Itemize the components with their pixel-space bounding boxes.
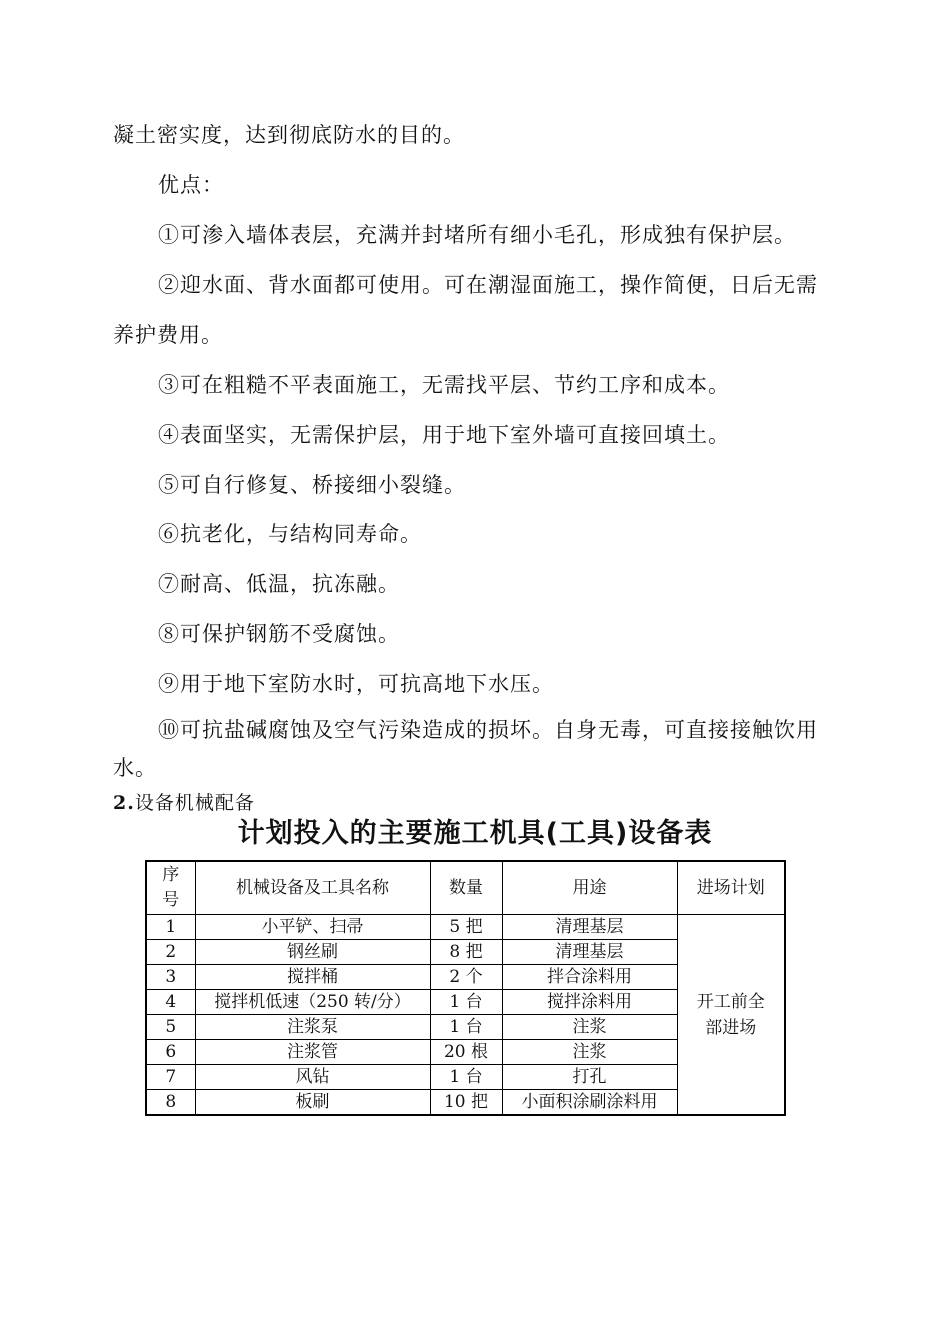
cell-seq: 4 bbox=[146, 990, 195, 1015]
cell-use: 注浆 bbox=[502, 1015, 677, 1040]
advantage-item-7: ⑦耐高、低温，抗冻融。 bbox=[158, 572, 400, 596]
header-plan: 进场计划 bbox=[677, 861, 785, 915]
cell-name: 钢丝刷 bbox=[195, 940, 430, 965]
advantage-item-3: ③可在粗糙不平表面施工，无需找平层、节约工序和成本。 bbox=[158, 373, 730, 397]
header-seq: 序 号 bbox=[146, 861, 195, 915]
advantage-item-8: ⑧可保护钢筋不受腐蚀。 bbox=[158, 622, 400, 646]
cell-name: 搅拌桶 bbox=[195, 965, 430, 990]
cell-use: 清理基层 bbox=[502, 940, 677, 965]
cell-seq: 8 bbox=[146, 1090, 195, 1116]
cell-seq: 2 bbox=[146, 940, 195, 965]
cell-name: 小平铲、扫帚 bbox=[195, 915, 430, 940]
advantage-item-6: ⑥抗老化，与结构同寿命。 bbox=[158, 522, 422, 546]
table-title: 计划投入的主要施工机具(工具)设备表 bbox=[237, 818, 713, 849]
cell-use: 搅拌涂料用 bbox=[502, 990, 677, 1015]
cell-qty: 2 个 bbox=[430, 965, 502, 990]
advantage-item-10-continuation: 水。 bbox=[113, 756, 157, 780]
cell-seq: 6 bbox=[146, 1040, 195, 1065]
cell-use: 注浆 bbox=[502, 1040, 677, 1065]
cell-use: 小面积涂刷涂料用 bbox=[502, 1090, 677, 1116]
cell-seq: 1 bbox=[146, 915, 195, 940]
cell-use: 拌合涂料用 bbox=[502, 965, 677, 990]
cell-qty: 20 根 bbox=[430, 1040, 502, 1065]
advantage-item-9: ⑨用于地下室防水时，可抗高地下水压。 bbox=[158, 672, 554, 696]
cell-use: 清理基层 bbox=[502, 915, 677, 940]
cell-qty: 5 把 bbox=[430, 915, 502, 940]
cell-name: 风钻 bbox=[195, 1065, 430, 1090]
advantage-item-1: ①可渗入墙体表层，充满并封堵所有细小毛孔，形成独有保护层。 bbox=[158, 223, 796, 247]
cell-seq: 3 bbox=[146, 965, 195, 990]
cell-use: 打孔 bbox=[502, 1065, 677, 1090]
header-name: 机械设备及工具名称 bbox=[195, 861, 430, 915]
section-heading bbox=[113, 789, 255, 817]
paragraph-continuation: 凝土密实度，达到彻底防水的目的。 bbox=[113, 123, 465, 147]
cell-qty: 1 台 bbox=[430, 1065, 502, 1090]
advantage-item-2: ②迎水面、背水面都可使用。可在潮湿面施工，操作简便，日后无需 bbox=[158, 273, 818, 297]
cell-name: 注浆管 bbox=[195, 1040, 430, 1065]
advantage-item-4: ④表面坚实，无需保护层，用于地下室外墙可直接回填土。 bbox=[158, 423, 730, 447]
cell-qty: 10 把 bbox=[430, 1090, 502, 1116]
cell-qty: 1 台 bbox=[430, 1015, 502, 1040]
equipment-table bbox=[145, 860, 786, 1116]
cell-qty: 8 把 bbox=[430, 940, 502, 965]
advantage-item-2-continuation: 养护费用。 bbox=[113, 323, 223, 347]
cell-qty: 1 台 bbox=[430, 990, 502, 1015]
header-use: 用途 bbox=[502, 861, 677, 915]
advantage-item-10: ⑩可抗盐碱腐蚀及空气污染造成的损坏。自身无毒，可直接接触饮用 bbox=[158, 718, 818, 742]
advantages-label: 优点： bbox=[158, 173, 224, 197]
section-number: 2. bbox=[113, 792, 135, 814]
header-qty: 数量 bbox=[430, 861, 502, 915]
table-header-row bbox=[146, 861, 785, 915]
cell-seq: 7 bbox=[146, 1065, 195, 1090]
cell-name: 注浆泵 bbox=[195, 1015, 430, 1040]
table-row bbox=[146, 915, 785, 940]
section-title: 设备机械配备 bbox=[134, 792, 255, 814]
cell-seq: 5 bbox=[146, 1015, 195, 1040]
cell-plan: 开工前全 部进场 bbox=[677, 915, 785, 1116]
cell-name: 搅拌机低速（250 转/分） bbox=[195, 990, 430, 1015]
cell-name: 板刷 bbox=[195, 1090, 430, 1116]
advantage-item-5: ⑤可自行修复、桥接细小裂缝。 bbox=[158, 473, 466, 497]
